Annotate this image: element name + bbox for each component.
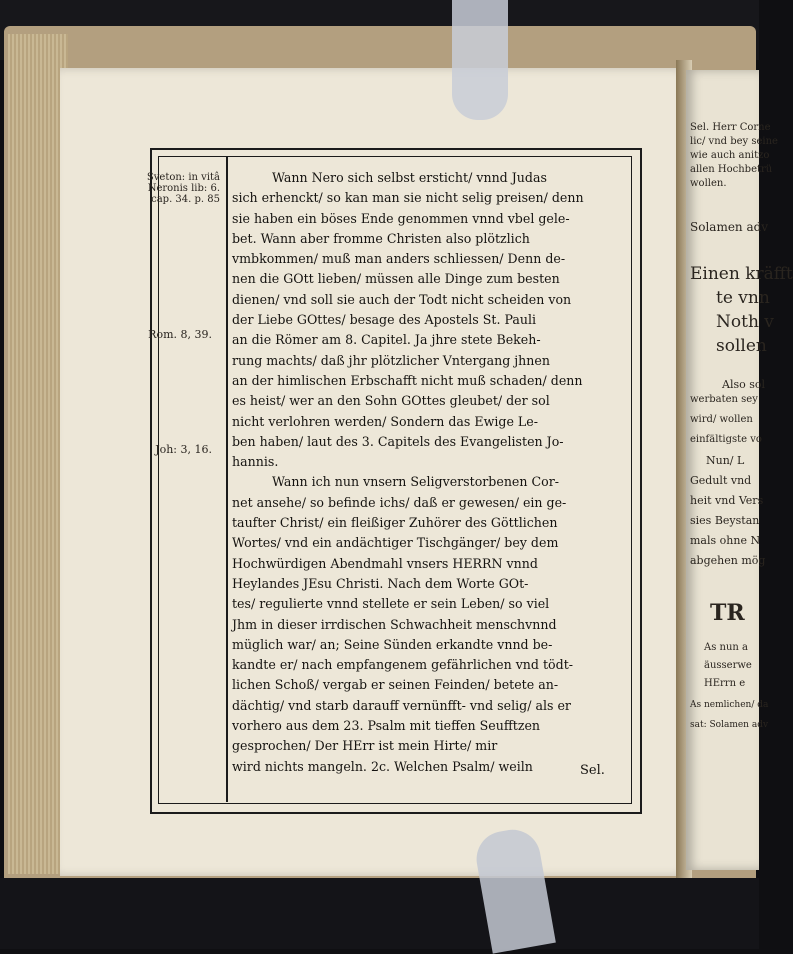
right-fragment: Sel. Herr Corne: [690, 122, 771, 133]
text-line: Wann Nero sich selbst ersticht/ vnnd Judas: [272, 170, 547, 185]
right-fragment: mals ohne N: [690, 534, 761, 547]
right-fragment: sies Beystan: [690, 514, 760, 527]
text-line: ben haben/ laut des 3. Capitels des Evangelisten Jo-: [232, 433, 564, 449]
text-line: müglich war/ an; Seine Sünden erkandte vnnd be-: [232, 636, 553, 652]
text-line: lichen Schoß/ vergab er seinen Feinden/ betete an-: [232, 677, 559, 693]
text-line: tes/ regulierte vnnd stellete er sein Leben/ so viel: [232, 596, 550, 612]
right-fragment: Gedult vnd: [690, 474, 752, 487]
right-fragment: sat: Solamen adv: [690, 720, 769, 730]
right-fragment: Solamen adv: [690, 220, 769, 234]
text-line: Hochwürdigen Abendmahl vnsers HERRN vnnd: [232, 555, 538, 571]
right-fragment: Also sol: [722, 378, 766, 391]
right-fragment: As nemlichen/ da: [690, 700, 769, 710]
margin-note-sueton: Sveton: in vitâ Neronis lib: 6. cap. 34. p. 85: [146, 172, 220, 205]
right-fragment: TR: [710, 600, 745, 626]
text-line: nicht verlohren werden/ Sondern das Ewige Le-: [232, 413, 538, 429]
right-fragment: HErrn e: [704, 678, 746, 689]
text-line: nen die GOtt lieben/ müssen alle Dinge zum besten: [232, 271, 560, 287]
right-fragment: Einen kräfft: [690, 264, 793, 284]
text-line: Wann ich nun vnsern Seligverstorbenen Cor-: [272, 474, 559, 490]
right-fragment: heit vnd Vers: [690, 494, 764, 507]
right-fragment: wie auch anitzo: [690, 150, 770, 161]
right-fragment: abgehen mög: [690, 554, 766, 567]
text-line: Jhm in dieser irrdischen Schwachheit menschvnnd: [232, 616, 557, 632]
right-fragment: sollen: [716, 336, 767, 356]
text-line: sie haben ein böses Ende genommen vnnd vbel gele-: [232, 210, 570, 226]
right-fragment: äusserwe: [704, 660, 752, 671]
text-line: vmbkommen/ muß man anders schliessen/ Denn de-: [232, 251, 566, 267]
text-line: hannis.: [232, 454, 279, 470]
right-fragment: werbaten sey: [690, 394, 758, 405]
text-line: net ansehe/ so befinde ichs/ daß er gewesen/ ein ge-: [232, 494, 567, 510]
right-fragment: wird/ wollen: [690, 414, 753, 425]
text-line: Heylandes JEsu Christi. Nach dem Worte GOt-: [232, 575, 529, 591]
text-line: rung machts/ daß jhr plötzlicher Vntergang jhnen: [232, 352, 550, 368]
margin-column-rule: [226, 156, 228, 802]
main-text-block: [232, 168, 624, 777]
margin-note-john: Joh: 3, 16.: [155, 443, 212, 456]
text-line: an der himlischen Erbschafft nicht muß schaden/ denn: [232, 372, 583, 388]
text-line: bet. Wann aber fromme Christen also plötzlich: [232, 230, 530, 246]
right-fragment: Nun/ L: [706, 454, 745, 467]
right-fragment: wollen.: [690, 178, 727, 189]
page-edges: [8, 34, 68, 874]
right-fragment: einfältigste vo: [690, 434, 762, 445]
page-clip-top: [452, 0, 508, 120]
text-line: an die Römer am 8. Capitel. Ja jhre stete Bekeh-: [232, 332, 541, 348]
text-line: vorhero aus dem 23. Psalm mit tieffen Seufftzen: [232, 718, 541, 734]
text-line: Wortes/ vnd ein andächtiger Tischgänger/ bey dem: [232, 535, 559, 551]
right-fragment: allen Hochbetrü: [690, 164, 773, 175]
background-bottom: [0, 878, 759, 949]
right-fragment: Noth v: [716, 312, 774, 332]
text-line: dächtig/ vnd starb darauff vernünfft- vnd selig/ als er: [232, 697, 571, 713]
margin-note-romans: Rom. 8, 39.: [148, 328, 212, 341]
text-line: kandte er/ nach empfangenem gefährlichen vnd tödt-: [232, 657, 574, 673]
text-line: dienen/ vnd soll sie auch der Todt nicht scheiden von: [232, 291, 572, 307]
catchword: Sel.: [580, 763, 605, 778]
text-line: gesprochen/ Der HErr ist mein Hirte/ mir: [232, 738, 498, 754]
text-line: es heist/ wer an den Sohn GOttes gleubet/ der sol: [232, 393, 550, 409]
text-line: sich erhenckt/ so kan man sie nicht selig preisen/ denn: [232, 190, 584, 206]
right-fragment: lic/ vnd bey seine: [690, 136, 778, 147]
right-fragment: As nun a: [704, 642, 748, 653]
text-line: der Liebe GOttes/ besage des Apostels St. Pauli: [232, 312, 537, 328]
text-line: wird nichts mangeln. 2c. Welchen Psalm/ weiln: [232, 758, 533, 774]
text-line: taufter Christ/ ein fleißiger Zuhörer des Göttlichen: [232, 515, 558, 531]
right-fragment: te vnn: [716, 288, 770, 308]
right-page: [686, 70, 793, 870]
